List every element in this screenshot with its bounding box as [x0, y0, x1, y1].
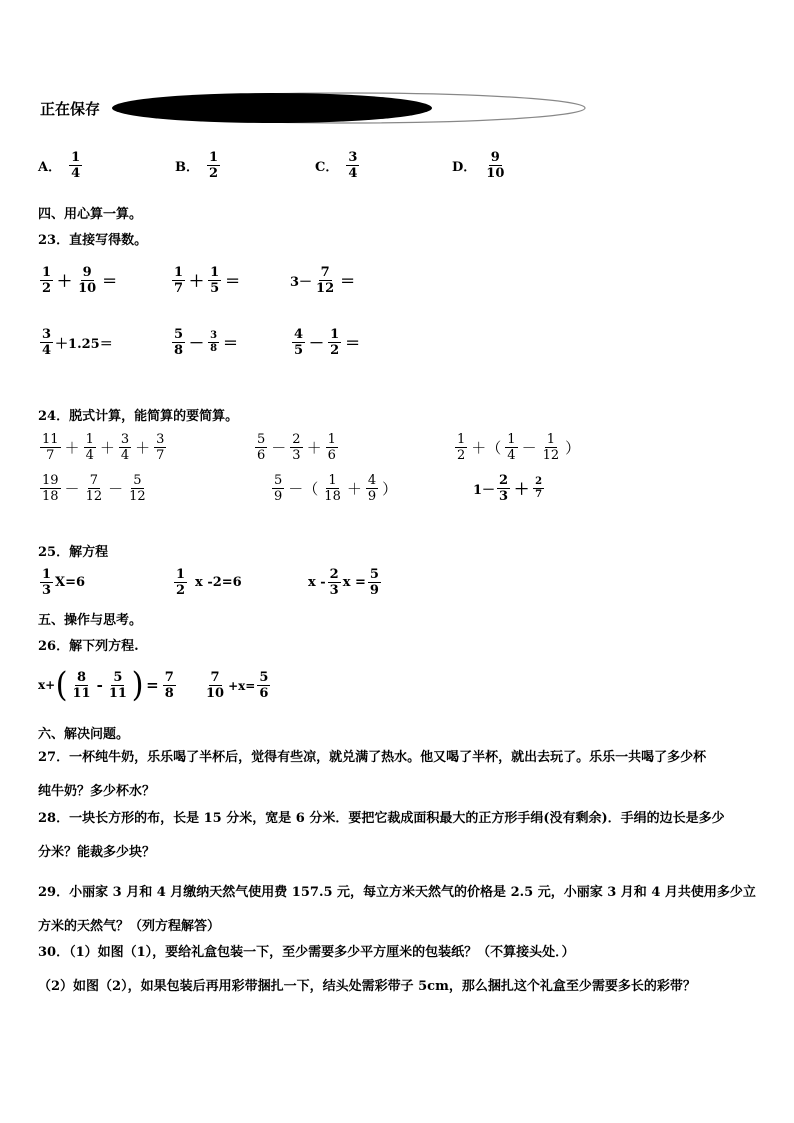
q26-item-2: $\frac{7}{10}$ +x= $\frac{5}{6}$	[206, 670, 269, 701]
option-d: D． $\frac{9}{10}$	[452, 150, 505, 181]
q24-item-4: $\frac{19}{18}$ － $\frac{7}{12}$ － $\frac{5}{12}$	[42, 473, 146, 504]
q24-item-2: $\frac{5}{6}$ － $\frac{2}{3}$ ＋ $\frac{1}{6}$	[257, 432, 336, 463]
q23-item-3: 3－ $\frac{7}{12}$ ＝	[290, 265, 356, 296]
q26-item-1: x+ ( $\frac{8}{11}$ - $\frac{5}{11}$ ) = $\frac{7}{8}$	[38, 665, 174, 705]
banner-title: 正在保存	[40, 100, 101, 118]
question-30: 30．（1）如图（1），要给礼盒包装一下，至少需要多少平方厘米的包装纸？（不算接头处．） （2）如图（2），如果包装后再用彩带捆扎一下，结头处需彩带子 5cm，那么捆扎这个礼盒至少需要多长的彩带？	[38, 945, 696, 994]
question-29: 29．小丽家 3 月和 4 月缴纳天然气使用费 157.5 元，每立方米天然气的价格是 2.5 元，小丽家 3 月和 4 月共使用多少立 方米的天然气？（列方程解答）	[38, 885, 756, 934]
saving-progress-bar	[110, 90, 588, 126]
question-26: 26．解下列方程.	[38, 639, 139, 654]
question-28: 28．一块长方形的布，长是 15 分米，宽是 6 分米．要把它裁成面积最大的正方形手绢(没有剩余)．手绢的边长是多少 分米？能裁多少块？	[38, 811, 725, 860]
q23-item-4: $\frac{3}{4}$ ＋1.25＝	[42, 327, 113, 358]
question-23: 23．直接写得数。	[38, 233, 148, 248]
q23-item-2: $\frac{1}{7}$ ＋ $\frac{1}{5}$ ＝	[174, 265, 241, 296]
q25-item-2: $\frac{1}{2}$ x -2=6	[176, 567, 242, 598]
q23-item-1: $\frac{1}{2}$ ＋ $\frac{9}{10}$ ＝	[42, 265, 118, 296]
q24-item-5: $\frac{5}{9}$ －（ $\frac{1}{18}$ ＋ $\frac{4}{9}$ ）	[274, 473, 398, 504]
question-24: 24．脱式计算，能简算的要简算。	[38, 409, 239, 424]
question-27: 27．一杯纯牛奶，乐乐喝了半杯后，觉得有些凉，就兑满了热水。他又喝了半杯，就出去玩了。乐乐一共喝了多少杯 纯牛奶？多少杯水？	[38, 750, 707, 799]
section-4-heading: 四、用心算一算。	[38, 207, 143, 222]
option-a: A． $\frac{1}{4}$	[38, 150, 81, 181]
q24-item-6: 1－ $\frac{2}{3}$ ＋ $\frac{2}{7}$	[473, 473, 543, 504]
q25-item-1: $\frac{1}{3}$ X=6	[42, 567, 86, 598]
q25-item-3: x - $\frac{2}{3}$ x = $\frac{5}{9}$	[308, 567, 379, 598]
section-5-heading: 五、操作与思考。	[38, 613, 143, 628]
q24-item-3: $\frac{1}{2}$ ＋（ $\frac{1}{4}$ － $\frac{1}{12}$ ）	[457, 432, 581, 463]
option-c: C． $\frac{3}{4}$	[315, 150, 358, 181]
q23-item-5: $\frac{5}{8}$ － $\frac{3}{8}$ ＝	[174, 327, 239, 358]
question-25: 25．解方程	[38, 545, 109, 560]
q24-item-1: $\frac{11}{7}$ ＋ $\frac{1}{4}$ ＋ $\frac{3}{4}$ ＋ $\frac{3}{7}$	[42, 432, 165, 463]
option-b: B． $\frac{1}{2}$	[175, 150, 219, 181]
q23-item-6: $\frac{4}{5}$ － $\frac{1}{2}$ ＝	[294, 327, 361, 358]
section-6-heading: 六、解决问题。	[38, 727, 130, 742]
